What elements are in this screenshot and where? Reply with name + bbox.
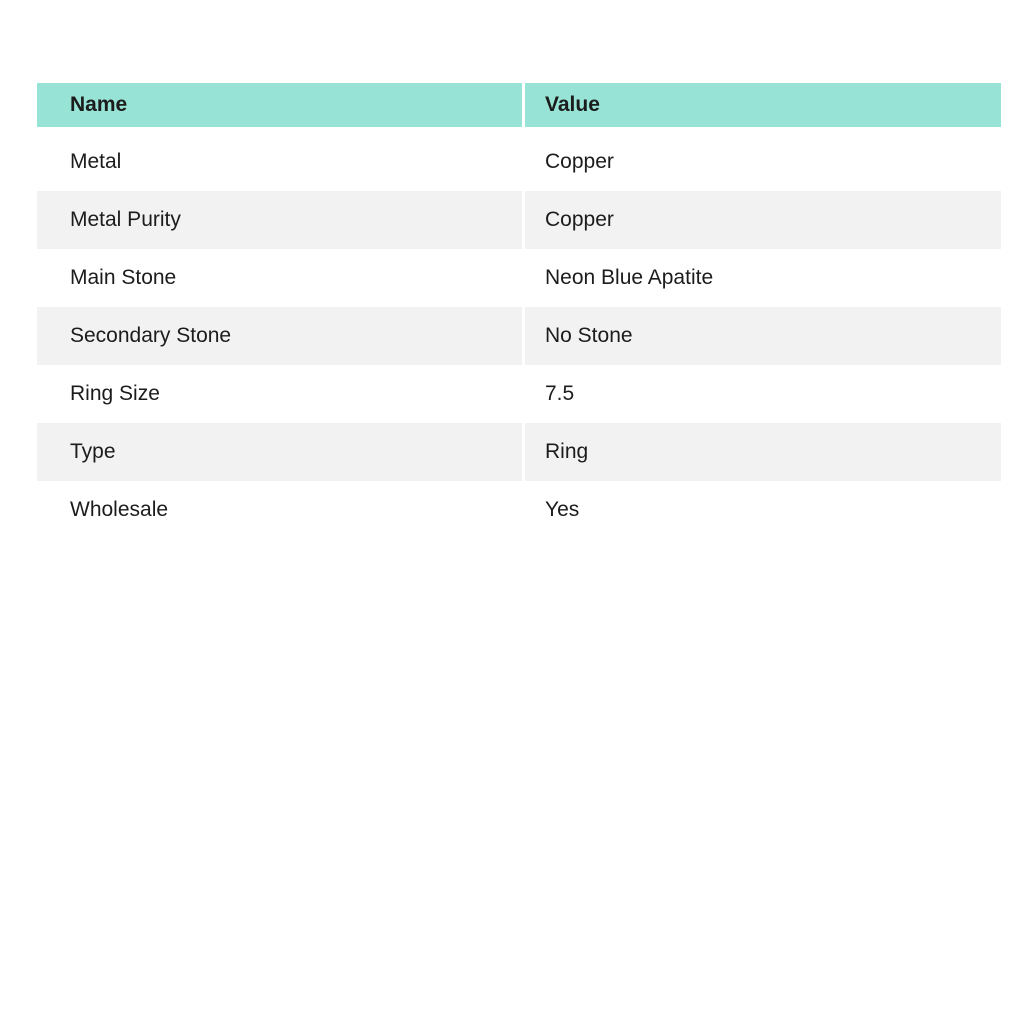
attribute-name-cell: Ring Size: [70, 382, 160, 405]
table-header: [37, 83, 1001, 133]
attribute-value-cell: No Stone: [522, 307, 1001, 365]
attribute-name-cell: Metal Purity: [37, 191, 522, 249]
attribute-name-cell: Wholesale: [70, 498, 169, 521]
table-body: [37, 133, 1001, 539]
attribute-value-cell: Neon Blue Apatite: [522, 249, 1001, 307]
attribute-name-cell: Secondary Stone: [37, 307, 522, 365]
attribute-value-cell: 7.5: [522, 365, 1001, 423]
table-row: [37, 307, 1001, 365]
table-row: [37, 191, 1001, 249]
table-row: [37, 481, 1001, 539]
header-row: [37, 83, 1001, 133]
attribute-value-cell: Yes: [522, 481, 1001, 539]
table-row: [37, 423, 1001, 481]
product-attributes-table: [37, 83, 1001, 539]
attribute-value-cell: Copper: [522, 191, 1001, 249]
attribute-name-cell: Main Stone: [70, 266, 177, 289]
table-row: [37, 249, 1001, 307]
attribute-value-cell: Copper: [522, 133, 1001, 191]
table-row: [37, 133, 1001, 191]
attribute-name-cell: Metal: [70, 150, 122, 173]
attribute-name-cell: Type: [37, 423, 522, 481]
table-row: [37, 365, 1001, 423]
attribute-value-cell: Ring: [522, 423, 1001, 481]
column-header-name: Name: [37, 83, 522, 133]
column-header-value: Value: [522, 83, 1001, 133]
